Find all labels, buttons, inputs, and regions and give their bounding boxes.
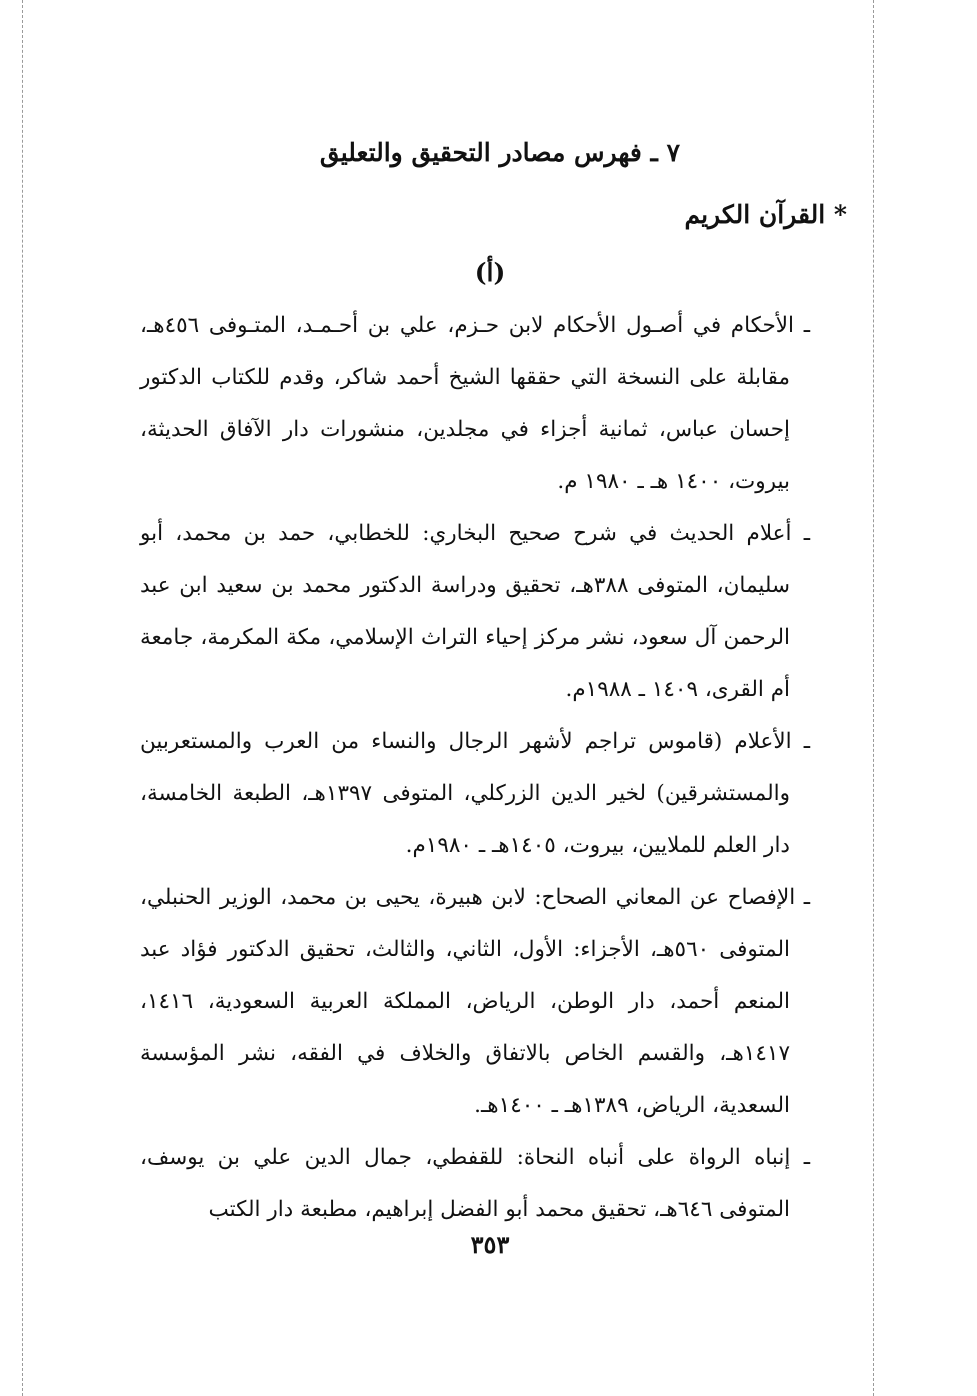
bibliography-entry: ـ الأعلام (قاموس تراجم لأشهر الرجال والنساء من العرب والمستعربين والمستشرقين) لخير الدين الزركلي، المتوفى ١٣٩٧هـ، الطبعة الخامسة، دار العلم للملايين، بيروت، ١٤٠٥هـ ـ ١٩٨٠م.	[140, 729, 810, 858]
bibliography-list	[140, 300, 810, 1236]
bibliography-entry: ـ الإفصاح عن المعاني الصحاح: لابن هبيرة، يحيى بن محمد، الوزير الحنبلي، المتوفى ٥٦٠هـ، الأجزاء: الأول، الثاني، والثالث، تحقيق الدكتور فؤاد عبد المنعم أحمد، دار الوطن، الرياض، المملكة العربية السعودية، ١٤١٦، ١٤١٧هـ، والقسم الخاص بالاتفاق والخلاف في الفقه، نشر المؤسسة السعدية، الرياض، ١٣٨٩هـ ـ ١٤٠٠هـ.	[140, 885, 810, 1118]
bibliography-entry: ـ إنباه الرواة على أنباه النحاة: للقفطي، جمال الدين علي بن يوسف، المتوفى ٦٤٦هـ، تحقيق محمد أبو الفضل إبراهيم، مطبعة دار الكتب	[140, 1145, 810, 1222]
page-edge-right	[873, 0, 875, 1396]
alphabet-section-letter: (أ)	[474, 258, 506, 287]
bibliography-entry: ـ الأحكام في أصـول الأحكام لابن حـزم، علي بن أحـمـد، المتـوفى ٤٥٦هـ، مقابلة على النسخة التي حققها الشيخ أحمد شاكر، وقدم للكتاب الدكتور إحسان عباس، ثمانية أجزاء في مجلدين، منشورات دار الآفاق الحديثة، بيروت، ١٤٠٠ هـ ـ ١٩٨٠ م.	[140, 313, 810, 494]
bibliography-entry: ـ أعلام الحديث في شرح صحيح البخاري: للخطابي، حمد بن محمد، أبو سليمان، المتوفى ٣٨٨هـ، تحقيق ودراسة الدكتور محمد بن سعيد ابن عبد الرحمن آل سعود، نشر مركز إحياء التراث الإسلامي، مكة المكرمة، جامعة أم القرى، ١٤٠٩ ـ ١٩٨٨م.	[140, 521, 810, 702]
quran-heading: * القرآن الكريم	[684, 200, 847, 229]
page-edge-left	[22, 0, 24, 1396]
section-title: ٧ ـ فهرس مصادر التحقيق والتعليق	[319, 138, 680, 167]
page-number: ٣٥٣	[470, 1230, 510, 1259]
